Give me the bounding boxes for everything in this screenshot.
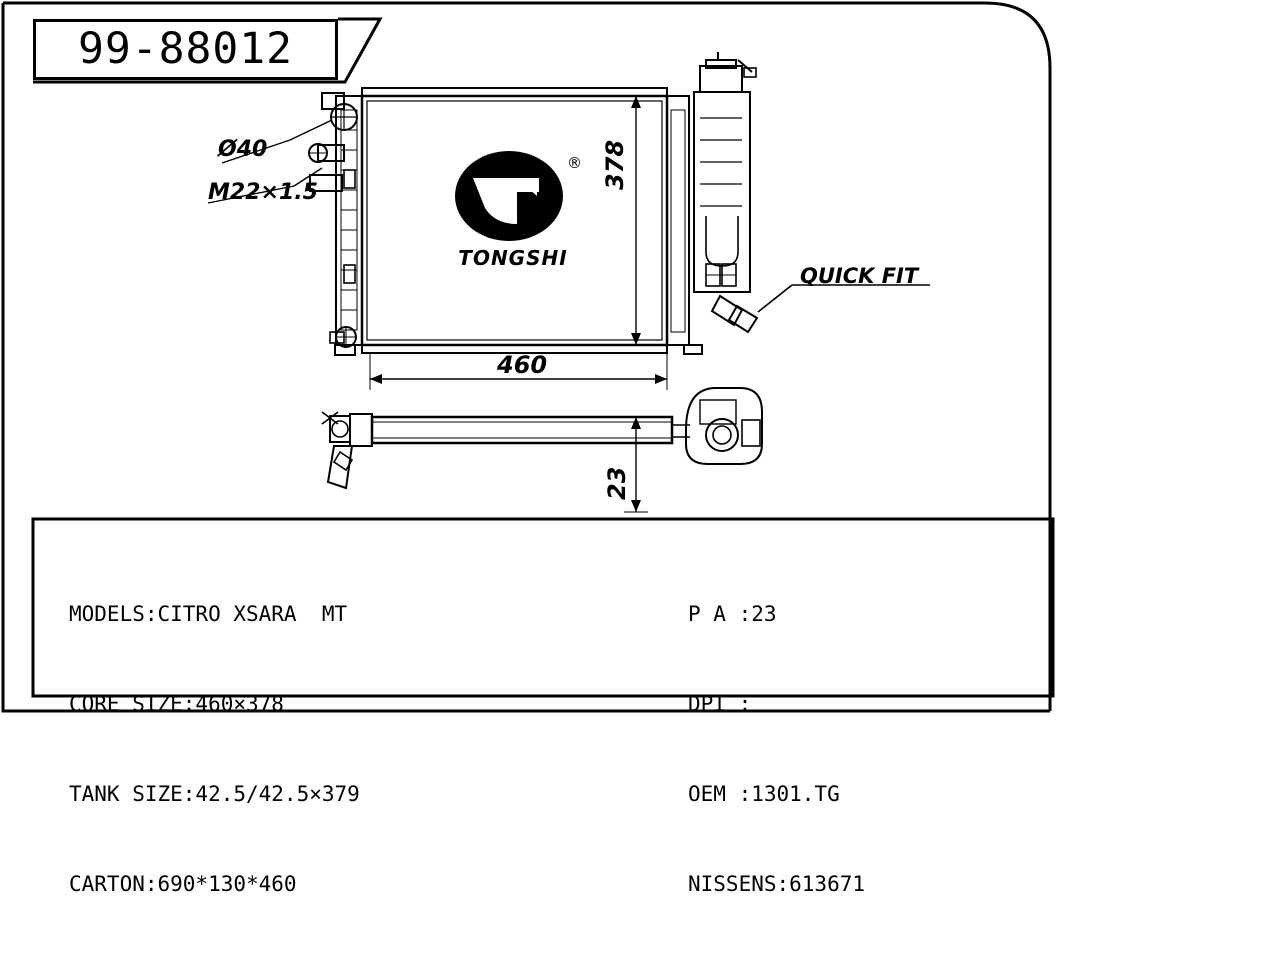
brand-name: TONGSHI bbox=[458, 246, 568, 270]
spec-nissens: NISSENS:613671 bbox=[688, 872, 866, 896]
spec-models: MODELS:CITRO XSARA MT bbox=[69, 602, 348, 626]
callout-inlet-diameter: Ø40 bbox=[218, 137, 268, 162]
brand-logo bbox=[443, 148, 593, 273]
spec-core-size: CORE SIZE:460×378 bbox=[69, 692, 284, 716]
specification-table bbox=[33, 519, 1053, 896]
spec-tank-size: TANK SIZE:42.5/42.5×379 bbox=[69, 782, 360, 806]
dimension-height: 378 bbox=[601, 139, 629, 190]
dimension-width: 460 bbox=[497, 351, 548, 379]
callout-quick-fit: QUICK FIT bbox=[800, 264, 919, 288]
spec-carton: CARTON:690*130*460 bbox=[69, 872, 297, 896]
specs-right-column bbox=[688, 539, 865, 959]
spec-dpi: DPI : bbox=[688, 692, 752, 716]
dimension-depth: 23 bbox=[603, 466, 631, 500]
spec-oem: OEM :1301.TG bbox=[688, 782, 840, 806]
specs-left-column bbox=[69, 539, 360, 959]
spec-pa: P A :23 bbox=[688, 602, 777, 626]
part-number-box bbox=[33, 19, 338, 80]
part-number: 99-88012 bbox=[77, 24, 294, 74]
callout-thread: M22×1.5 bbox=[208, 180, 318, 205]
registered-mark: ® bbox=[567, 154, 582, 172]
